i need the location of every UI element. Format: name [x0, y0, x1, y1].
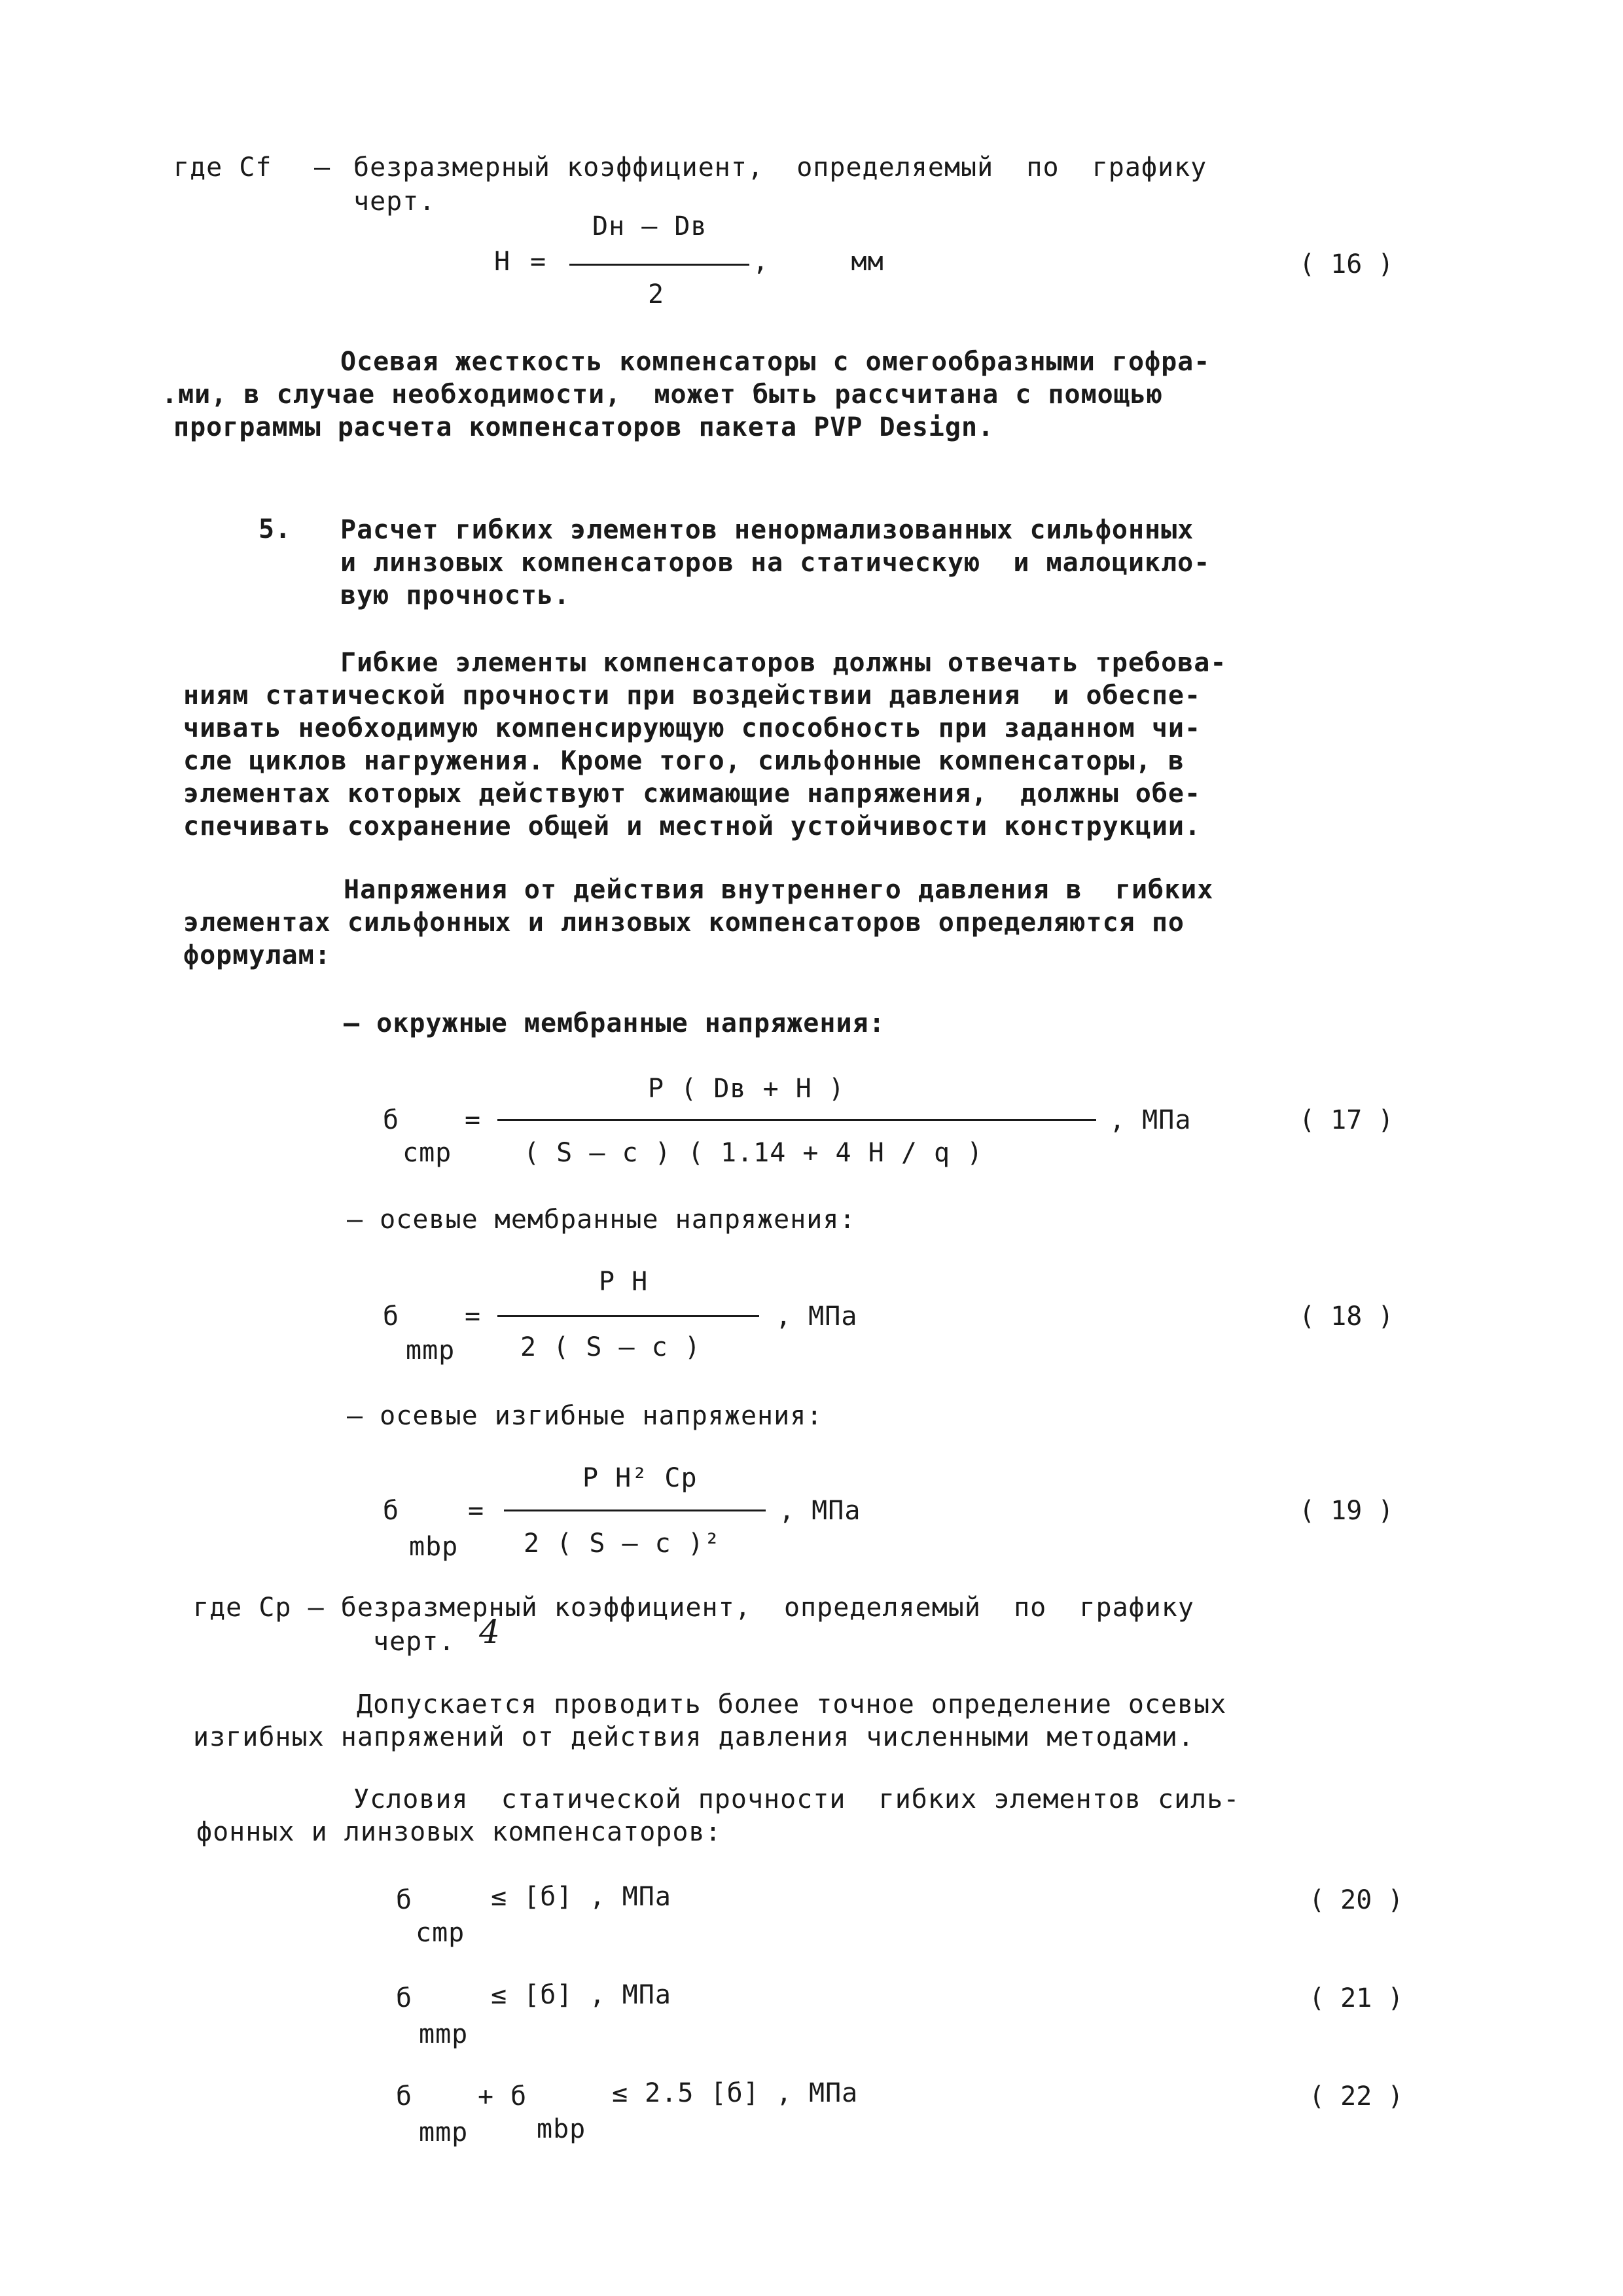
formula22-number: ( 22 ) — [1309, 2081, 1404, 2111]
formula17-denominator: ( S – c ) ( 1.14 + 4 H / q ) — [524, 1138, 984, 1168]
paragraph-line: .ми, в случае необходимости, может быть рассчитана с помощью — [162, 380, 1164, 410]
item-axial-bending: – осевые изгибные напряжения: — [347, 1401, 823, 1431]
formula17-subscript: cmp — [402, 1138, 452, 1168]
item-hoop-stresses: – окружные мембранные напряжения: — [344, 1008, 885, 1038]
formula17-number: ( 17 ) — [1299, 1105, 1394, 1135]
formula19-fraction-bar — [504, 1510, 766, 1511]
paragraph-line: Осевая жесткость компенсаторы с омегообразными гофра- — [340, 347, 1211, 377]
paragraph-strength-conditions — [196, 1783, 1440, 1848]
formula19-eq: = — [468, 1496, 485, 1526]
formula21-rhs: ≤ [б] , МПа — [491, 1980, 671, 2010]
formula22-sigma: б — [396, 2081, 413, 2111]
formula20-sigma: б — [396, 1885, 413, 1915]
section-number: 5. — [259, 514, 292, 544]
paragraph-line: сле циклов нагружения. Кроме того, сильфонные компенсаторы, в — [183, 746, 1185, 776]
paragraph-line: спечивать сохранение общей и местной устойчивости конструкции. — [183, 811, 1202, 841]
formula19-sigma: б — [383, 1496, 400, 1526]
paragraph-stresses — [183, 874, 1427, 972]
formula19-denominator: 2 ( S – c )² — [524, 1528, 721, 1559]
paragraph-line: формулам: — [183, 940, 331, 970]
cf-dash: – — [314, 152, 331, 183]
formula21-subscript: mmp — [419, 2019, 469, 2049]
formula16-unit: , мм — [753, 247, 884, 277]
paragraph-line: элементах которых действуют сжимающие напряжения, должны обе- — [183, 779, 1202, 809]
formula18-fraction-bar — [497, 1315, 759, 1317]
paragraph-line: ниям статической прочности при воздействии давления и обеспе- — [183, 680, 1202, 711]
heading-line: Расчет гибких элементов ненормализованных сильфонных — [340, 515, 1194, 545]
formula17-fraction-bar — [497, 1119, 1096, 1121]
formula18-sigma: б — [383, 1301, 400, 1332]
formula20-subscript: cmp — [416, 1918, 465, 1948]
paragraph-numerical-methods — [193, 1688, 1436, 1754]
formula16-fraction-bar — [569, 264, 749, 266]
formula20-rhs: ≤ [б] , МПа — [491, 1882, 671, 1912]
section-heading — [340, 514, 1453, 612]
formula16-eq: = — [530, 247, 547, 277]
paragraph-line: Гибкие элементы компенсаторов должны отвечать требова- — [340, 648, 1227, 678]
paragraph-line: фонных и линзовых компенсаторов: — [196, 1817, 722, 1847]
formula19-subscript: mbp — [409, 1532, 459, 1562]
handwritten-chart-number: 4 — [479, 1613, 501, 1651]
paragraph-line: Условия статической прочности гибких элементов силь- — [353, 1784, 1240, 1814]
formula21-number: ( 21 ) — [1309, 1983, 1404, 2013]
formula22-subscript-2: mbp — [537, 2114, 586, 2144]
formula18-number: ( 18 ) — [1299, 1301, 1394, 1332]
formula22-rhs: ≤ 2.5 [б] , МПа — [612, 2078, 859, 2108]
formula19-number: ( 19 ) — [1299, 1496, 1394, 1526]
paragraph-line: элементах сильфонных и линзовых компенсаторов определяются по — [183, 908, 1185, 938]
formula17-sigma: б — [383, 1105, 400, 1135]
item-axial-membrane: – осевые мембранные напряжения: — [347, 1205, 856, 1235]
formula19-unit: , МПа — [779, 1496, 861, 1526]
formula18-eq: = — [465, 1301, 482, 1332]
paragraph-line: программы расчета компенсаторов пакета PVP Design. — [173, 412, 995, 442]
cp-chart-ref: черт. — [373, 1627, 455, 1657]
paragraph-flexible-elements — [183, 646, 1427, 843]
formula17-numerator: P ( Dв + H ) — [648, 1074, 845, 1104]
formula21-sigma: б — [396, 1983, 413, 2013]
formula20-number: ( 20 ) — [1309, 1885, 1404, 1915]
formula18-subscript: mmp — [406, 1335, 455, 1366]
paragraph-line: изгибных напряжений от действия давления численными методами. — [193, 1722, 1195, 1752]
formula18-denominator: 2 ( S – c ) — [520, 1332, 701, 1362]
cf-definition: безразмерный коэффициент, определяемый по графику — [353, 152, 1207, 183]
formula18-numerator: P H — [599, 1267, 649, 1297]
cp-definition: где Cp – безразмерный коэффициент, определяемый по графику — [193, 1593, 1195, 1623]
paragraph-line: чивать необходимую компенсирующую способность при заданном чи- — [183, 713, 1202, 743]
formula22-plus-sigma: + б — [478, 2081, 527, 2111]
formula16-lhs: H — [494, 247, 511, 277]
formula18-unit: , МПа — [776, 1301, 858, 1332]
formula22-subscript-1: mmp — [419, 2117, 469, 2147]
paragraph-line: Напряжения от действия внутреннего давления в гибких — [344, 875, 1214, 905]
cf-label: где Cf — [173, 152, 272, 183]
paragraph-axial-stiffness — [162, 345, 1391, 444]
formula16-number: ( 16 ) — [1299, 249, 1394, 279]
formula17-unit: , МПа — [1109, 1105, 1192, 1135]
formula17-eq: = — [465, 1105, 482, 1135]
paragraph-line: Допускается проводить более точное определение осевых — [357, 1689, 1227, 1720]
heading-line: вую прочность. — [340, 580, 571, 610]
formula19-numerator: P H² Cp — [582, 1463, 698, 1493]
formula16-denominator: 2 — [648, 279, 665, 309]
formula16-numerator: Dн – Dв — [592, 211, 707, 241]
heading-line: и линзовых компенсаторов на статическую и малоцикло- — [340, 548, 1211, 578]
cf-chart-ref: черт. — [353, 186, 436, 217]
